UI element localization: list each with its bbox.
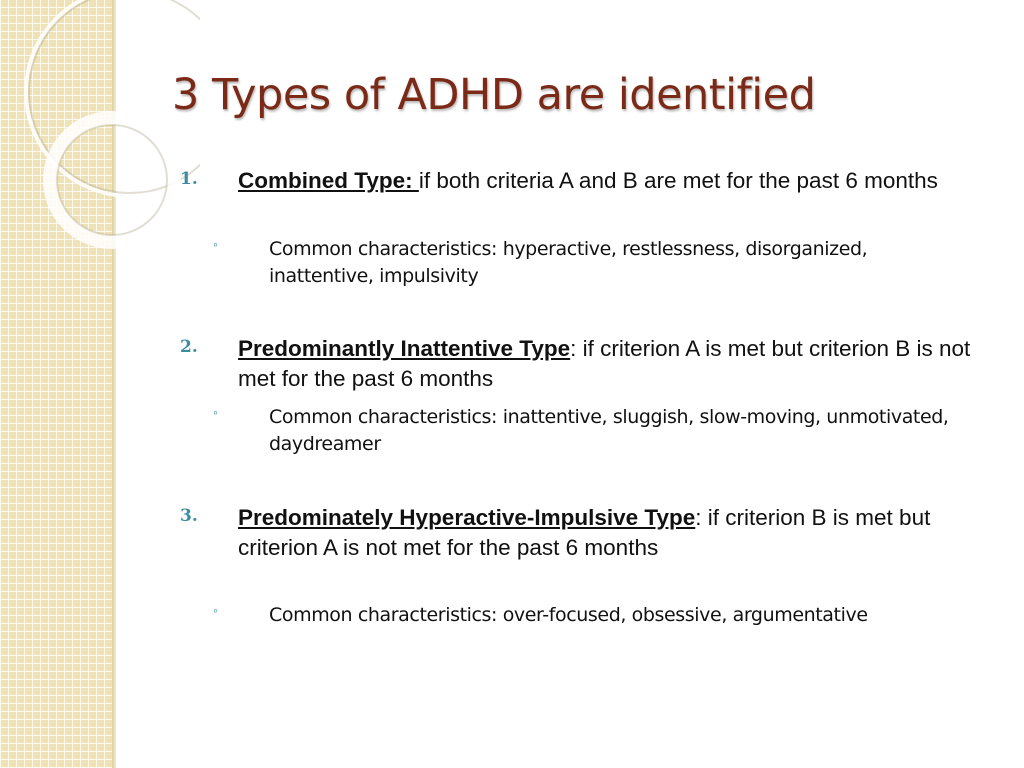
item-main-text <box>238 503 986 563</box>
type-criteria: if both criteria A and B are met for the past 6 months <box>418 168 938 193</box>
type-criteria: : if criterion B is met but criterion A is not met for the past 6 months <box>238 505 931 560</box>
type-criteria: : if criterion A is met but criterion B is not met for the past 6 months <box>238 336 971 391</box>
list-number: 1. <box>180 169 198 189</box>
list-number: 2. <box>180 337 198 357</box>
characteristics-text: Common characteristics: hyperactive, restlessness, disorganized, inattentive, impulsivity <box>269 238 868 287</box>
item-main-text <box>238 166 986 196</box>
characteristics-text: Common characteristics: inattentive, sluggish, slow-moving, unmotivated, daydreamer <box>269 406 949 455</box>
slide-title: 3 Types of ADHD are identified <box>172 70 816 120</box>
type-term: Predominately Hyperactive-Impulsive Type <box>238 505 696 530</box>
small-ring <box>50 118 174 242</box>
sub-bullet-icon: ◦ <box>213 602 218 618</box>
sub-bullet-icon: ◦ <box>213 236 218 252</box>
sub-bullet-icon: ◦ <box>213 404 218 420</box>
list-number: 3. <box>180 506 198 526</box>
type-term: Combined Type: <box>238 168 419 193</box>
item-main-text <box>238 334 986 394</box>
type-term: Predominantly Inattentive Type <box>238 336 571 361</box>
characteristics-text: Common characteristics: over-focused, obsessive, argumentative <box>269 604 868 626</box>
decorative-circles <box>0 0 200 260</box>
